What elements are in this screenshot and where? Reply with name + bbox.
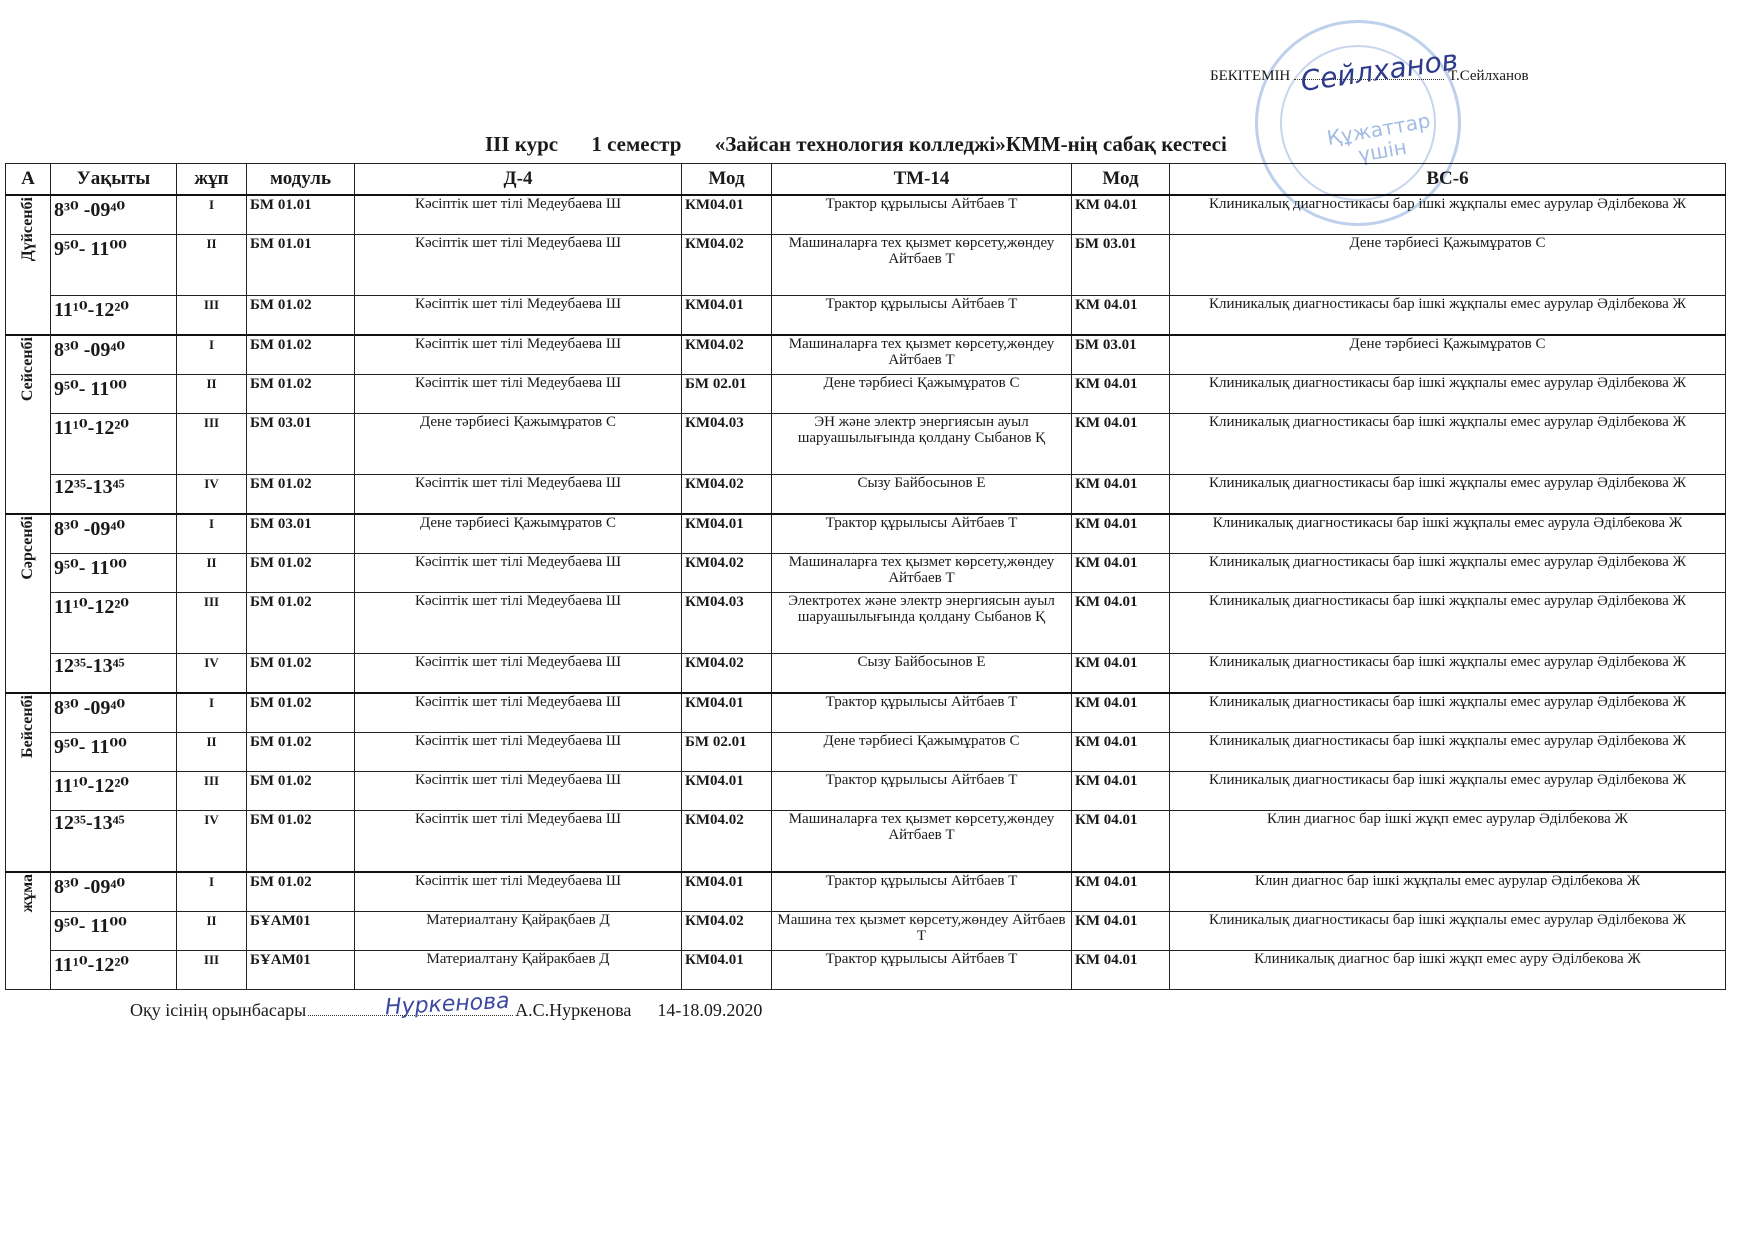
stamp-text: Құжаттар үшін: [1325, 108, 1433, 167]
module-code-cell: КМ 04.01: [1072, 514, 1170, 554]
d4-subject-cell: Материалтану Қайракбаев Д: [355, 951, 682, 990]
vs6-subject-cell: Клиникалық диагностикасы бар ішкі жұқпалы емес аурулар Әділбекова Ж: [1170, 693, 1726, 733]
pair-cell: I: [177, 514, 247, 554]
d4-subject-cell: Кәсіптік шет тілі Медеубаева Ш: [355, 693, 682, 733]
module-cell: БМ 01.02: [247, 335, 355, 375]
d4-subject-cell: Кәсіптік шет тілі Медеубаева Ш: [355, 811, 682, 873]
column-header: Д-4: [355, 164, 682, 196]
vs6-subject-cell: Клиникалық диагностикасы бар ішкі жұқпалы емес аурулар Әділбекова Ж: [1170, 912, 1726, 951]
table-row: [6, 475, 1726, 515]
pair-cell: IV: [177, 811, 247, 873]
column-header: Уақыты: [51, 164, 177, 196]
module-code-cell: КМ 04.01: [1072, 811, 1170, 873]
vs6-subject-cell: Клиникалық диагностикасы бар ішкі жұқпалы емес аурулар Әділбекова Ж: [1170, 772, 1726, 811]
module-cell: БМ 01.02: [247, 375, 355, 414]
time-cell: 11¹⁰-12²⁰: [51, 593, 177, 654]
vs6-subject-cell: Дене тәрбиесі Қажымұратов С: [1170, 235, 1726, 296]
module-cell: БМ 03.01: [247, 414, 355, 475]
approver-name: Т.Сейлханов: [1448, 68, 1529, 84]
day-label: Бейсенбі: [19, 695, 36, 758]
table-row: [6, 514, 1726, 554]
module-cell: БМ 01.02: [247, 733, 355, 772]
time-cell: 12³⁵-13⁴⁵: [51, 811, 177, 873]
vs6-subject-cell: Клиникалық диагностикасы бар ішкі жұқпалы емес аурулар Әділбекова Ж: [1170, 296, 1726, 336]
pair-cell: III: [177, 296, 247, 336]
d4-subject-cell: Материалтану Қайрақбаев Д: [355, 912, 682, 951]
column-header: модуль: [247, 164, 355, 196]
module-cell: БМ 01.01: [247, 235, 355, 296]
tm14-subject-cell: Дене тәрбиесі Қажымұратов С: [772, 375, 1072, 414]
time-cell: 8³⁰ -09⁴⁰: [51, 872, 177, 912]
module-code-cell: КМ04.02: [682, 475, 772, 515]
time-cell: 9⁵⁰- 11⁰⁰: [51, 912, 177, 951]
table-row: [6, 593, 1726, 654]
day-label: Дүйсенбі: [19, 197, 36, 262]
tm14-subject-cell: Машиналарға тех қызмет көрсету,жөндеу Айтбаев Т: [772, 335, 1072, 375]
time-cell: 8³⁰ -09⁴⁰: [51, 195, 177, 235]
module-code-cell: КМ04.01: [682, 514, 772, 554]
pair-cell: II: [177, 235, 247, 296]
time-cell: 9⁵⁰- 11⁰⁰: [51, 554, 177, 593]
vs6-subject-cell: Клин диагнос бар ішкі жұқпалы емес аурулар Әділбекова Ж: [1170, 872, 1726, 912]
d4-subject-cell: Кәсіптік шет тілі Медеубаева Ш: [355, 195, 682, 235]
time-cell: 9⁵⁰- 11⁰⁰: [51, 235, 177, 296]
table-row: [6, 912, 1726, 951]
vs6-subject-cell: Клиникалық диагностикасы бар ішкі жұқпалы емес аурулар Әділбекова Ж: [1170, 475, 1726, 515]
d4-subject-cell: Кәсіптік шет тілі Медеубаева Ш: [355, 872, 682, 912]
vs6-subject-cell: Клиникалық диагностикасы бар ішкі жұқпалы емес аурулар Әділбекова Ж: [1170, 375, 1726, 414]
vs6-subject-cell: Клиникалық диагностикасы бар ішкі жұқпалы емес аурулар Әділбекова Ж: [1170, 733, 1726, 772]
table-row: [6, 654, 1726, 694]
module-code-cell: БМ 03.01: [1072, 335, 1170, 375]
module-code-cell: КМ 04.01: [1072, 414, 1170, 475]
vs6-subject-cell: Клиникалық диагностикасы бар ішкі жұқпалы емес аурулар Әділбекова Ж: [1170, 195, 1726, 235]
day-cell: [6, 335, 51, 514]
pair-cell: II: [177, 912, 247, 951]
vs6-subject-cell: Клиникалық диагностикасы бар ішкі жұқпалы емес аурулар Әділбекова Ж: [1170, 414, 1726, 475]
module-code-cell: КМ 04.01: [1072, 693, 1170, 733]
tm14-subject-cell: Трактор құрылысы Айтбаев Т: [772, 772, 1072, 811]
module-cell: БМ 01.02: [247, 475, 355, 515]
time-cell: 11¹⁰-12²⁰: [51, 414, 177, 475]
pair-cell: IV: [177, 475, 247, 515]
d4-subject-cell: Кәсіптік шет тілі Медеубаева Ш: [355, 335, 682, 375]
title-semester: 1 семестр: [591, 132, 682, 156]
time-cell: 8³⁰ -09⁴⁰: [51, 514, 177, 554]
table-row: [6, 811, 1726, 873]
pair-cell: IV: [177, 654, 247, 694]
module-code-cell: КМ04.01: [682, 951, 772, 990]
vs6-subject-cell: Дене тәрбиесі Қажымұратов С: [1170, 335, 1726, 375]
day-cell: [6, 514, 51, 693]
day-cell: [6, 195, 51, 335]
module-cell: БМ 01.02: [247, 296, 355, 336]
day-label: Сәрсенбі: [19, 516, 36, 580]
tm14-subject-cell: Трактор құрылысы Айтбаев Т: [772, 693, 1072, 733]
module-code-cell: КМ04.01: [682, 296, 772, 336]
column-header: А: [6, 164, 51, 196]
module-cell: БМ 01.02: [247, 811, 355, 873]
time-cell: 9⁵⁰- 11⁰⁰: [51, 375, 177, 414]
table-row: [6, 375, 1726, 414]
module-cell: БМ 01.02: [247, 654, 355, 694]
day-cell: [6, 872, 51, 990]
tm14-subject-cell: Машина тех қызмет көрсету,жөндеу Айтбаев Т: [772, 912, 1072, 951]
d4-subject-cell: Кәсіптік шет тілі Медеубаева Ш: [355, 475, 682, 515]
module-code-cell: КМ 04.01: [1072, 951, 1170, 990]
module-cell: БМ 01.02: [247, 554, 355, 593]
table-row: [6, 195, 1726, 235]
table-row: [6, 772, 1726, 811]
module-code-cell: КМ04.03: [682, 593, 772, 654]
module-cell: БМ 01.02: [247, 872, 355, 912]
tm14-subject-cell: Машиналарға тех қызмет көрсету,жөндеу Айтбаев Т: [772, 554, 1072, 593]
time-cell: 8³⁰ -09⁴⁰: [51, 693, 177, 733]
d4-subject-cell: Кәсіптік шет тілі Медеубаева Ш: [355, 554, 682, 593]
time-cell: 11¹⁰-12²⁰: [51, 296, 177, 336]
vs6-subject-cell: Клиникалық диагностикасы бар ішкі жұқпалы емес аурулар Әділбекова Ж: [1170, 593, 1726, 654]
d4-subject-cell: Кәсіптік шет тілі Медеубаева Ш: [355, 733, 682, 772]
time-cell: 11¹⁰-12²⁰: [51, 951, 177, 990]
module-code-cell: КМ04.01: [682, 772, 772, 811]
module-cell: БМ 01.02: [247, 772, 355, 811]
module-cell: БМ 01.01: [247, 195, 355, 235]
module-cell: БҰАМ01: [247, 912, 355, 951]
module-code-cell: КМ04.01: [682, 872, 772, 912]
footer-name: А.С.Нуркенова: [515, 1000, 632, 1020]
day-label: жұма: [19, 874, 36, 913]
schedule-body: [6, 195, 1726, 990]
footer-label: Оқу ісінің орынбасары: [130, 1000, 307, 1020]
module-code-cell: КМ04.03: [682, 414, 772, 475]
tm14-subject-cell: Трактор құрылысы Айтбаев Т: [772, 951, 1072, 990]
tm14-subject-cell: Электротех және электр энергиясын ауыл шаруашылығында қолдану Сыбанов Қ: [772, 593, 1072, 654]
table-row: [6, 414, 1726, 475]
tm14-subject-cell: Трактор құрылысы Айтбаев Т: [772, 296, 1072, 336]
vs6-subject-cell: Клиникалық диагностикасы бар ішкі жұқпалы емес аурула Әділбекова Ж: [1170, 514, 1726, 554]
d4-subject-cell: Кәсіптік шет тілі Медеубаева Ш: [355, 593, 682, 654]
pair-cell: I: [177, 335, 247, 375]
module-code-cell: КМ04.02: [682, 912, 772, 951]
vs6-subject-cell: Клин диагнос бар ішкі жұқп емес аурулар Әділбекова Ж: [1170, 811, 1726, 873]
pair-cell: II: [177, 375, 247, 414]
module-code-cell: КМ 04.01: [1072, 872, 1170, 912]
module-cell: БМ 03.01: [247, 514, 355, 554]
table-row: [6, 554, 1726, 593]
pair-cell: III: [177, 593, 247, 654]
d4-subject-cell: Дене тәрбиесі Қажымұратов С: [355, 414, 682, 475]
module-code-cell: КМ04.02: [682, 335, 772, 375]
table-row: [6, 733, 1726, 772]
title-course: III курс: [485, 132, 559, 156]
tm14-subject-cell: Сызу Байбосынов Е: [772, 654, 1072, 694]
tm14-subject-cell: Трактор құрылысы Айтбаев Т: [772, 514, 1072, 554]
table-row: [6, 335, 1726, 375]
column-header: Мод: [682, 164, 772, 196]
column-header: Мод: [1072, 164, 1170, 196]
module-cell: БҰАМ01: [247, 951, 355, 990]
module-code-cell: КМ 04.01: [1072, 912, 1170, 951]
vs6-subject-cell: Клиникалық диагностикасы бар ішкі жұқпалы емес аурулар Әділбекова Ж: [1170, 554, 1726, 593]
module-code-cell: КМ 04.01: [1072, 475, 1170, 515]
module-code-cell: КМ04.01: [682, 195, 772, 235]
page-title: [485, 132, 1255, 157]
module-code-cell: КМ 04.01: [1072, 654, 1170, 694]
module-code-cell: КМ 04.01: [1072, 733, 1170, 772]
table-row: [6, 235, 1726, 296]
time-cell: 11¹⁰-12²⁰: [51, 772, 177, 811]
d4-subject-cell: Кәсіптік шет тілі Медеубаева Ш: [355, 375, 682, 414]
tm14-subject-cell: ЭН және электр энергиясын ауыл шаруашылығында қолдану Сыбанов Қ: [772, 414, 1072, 475]
column-header: жұп: [177, 164, 247, 196]
module-code-cell: КМ 04.01: [1072, 195, 1170, 235]
module-code-cell: КМ04.02: [682, 654, 772, 694]
tm14-subject-cell: Дене тәрбиесі Қажымұратов С: [772, 733, 1072, 772]
tm14-subject-cell: Трактор құрылысы Айтбаев Т: [772, 195, 1072, 235]
title-college: «Зайсан технология колледжі»КММ-нің сабақ кестесі: [714, 132, 1227, 156]
module-code-cell: КМ 04.01: [1072, 375, 1170, 414]
footer-signature: Нуркенова: [384, 988, 511, 1021]
pair-cell: I: [177, 693, 247, 733]
pair-cell: III: [177, 951, 247, 990]
d4-subject-cell: Дене тәрбиесі Қажымұратов С: [355, 514, 682, 554]
d4-subject-cell: Кәсіптік шет тілі Медеубаева Ш: [355, 296, 682, 336]
module-cell: БМ 01.02: [247, 693, 355, 733]
module-code-cell: КМ 04.01: [1072, 772, 1170, 811]
module-cell: БМ 01.02: [247, 593, 355, 654]
module-code-cell: КМ 04.01: [1072, 296, 1170, 336]
tm14-subject-cell: Машиналарға тех қызмет көрсету,жөндеу Айтбаев Т: [772, 235, 1072, 296]
pair-cell: I: [177, 872, 247, 912]
time-cell: 12³⁵-13⁴⁵: [51, 654, 177, 694]
module-code-cell: КМ 04.01: [1072, 593, 1170, 654]
module-code-cell: КМ04.02: [682, 554, 772, 593]
table-row: [6, 693, 1726, 733]
module-code-cell: БМ 02.01: [682, 733, 772, 772]
d4-subject-cell: Кәсіптік шет тілі Медеубаева Ш: [355, 235, 682, 296]
module-code-cell: КМ04.02: [682, 811, 772, 873]
schedule-table: [5, 163, 1726, 990]
header-row: [6, 164, 1726, 196]
vs6-subject-cell: Клиникалық диагностикасы бар ішкі жұқпалы емес аурулар Әділбекова Ж: [1170, 654, 1726, 694]
table-row: [6, 951, 1726, 990]
module-code-cell: КМ 04.01: [1072, 554, 1170, 593]
table-row: [6, 296, 1726, 336]
d4-subject-cell: Кәсіптік шет тілі Медеубаева Ш: [355, 654, 682, 694]
footer-date: 14-18.09.2020: [657, 1000, 763, 1020]
vs6-subject-cell: Клиникалық диагнос бар ішкі жұқп емес ауру Әділбекова Ж: [1170, 951, 1726, 990]
column-header: ТМ-14: [772, 164, 1072, 196]
d4-subject-cell: Кәсіптік шет тілі Медеубаева Ш: [355, 772, 682, 811]
column-header: ВС-6: [1170, 164, 1726, 196]
pair-cell: III: [177, 414, 247, 475]
module-code-cell: БМ 03.01: [1072, 235, 1170, 296]
day-cell: [6, 693, 51, 872]
time-cell: 8³⁰ -09⁴⁰: [51, 335, 177, 375]
pair-cell: III: [177, 772, 247, 811]
module-code-cell: КМ04.02: [682, 235, 772, 296]
time-cell: 9⁵⁰- 11⁰⁰: [51, 733, 177, 772]
day-label: Сейсенбі: [19, 337, 36, 402]
tm14-subject-cell: Трактор құрылысы Айтбаев Т: [772, 872, 1072, 912]
pair-cell: II: [177, 733, 247, 772]
module-code-cell: КМ04.01: [682, 693, 772, 733]
module-code-cell: БМ 02.01: [682, 375, 772, 414]
pair-cell: II: [177, 554, 247, 593]
tm14-subject-cell: Машиналарға тех қызмет көрсету,жөндеу Айтбаев Т: [772, 811, 1072, 873]
tm14-subject-cell: Сызу Байбосынов Е: [772, 475, 1072, 515]
table-row: [6, 872, 1726, 912]
pair-cell: I: [177, 195, 247, 235]
approver-signature: Сейлханов: [1298, 43, 1461, 98]
time-cell: 12³⁵-13⁴⁵: [51, 475, 177, 515]
approval-label: БЕКІТЕМІН: [1210, 68, 1291, 84]
